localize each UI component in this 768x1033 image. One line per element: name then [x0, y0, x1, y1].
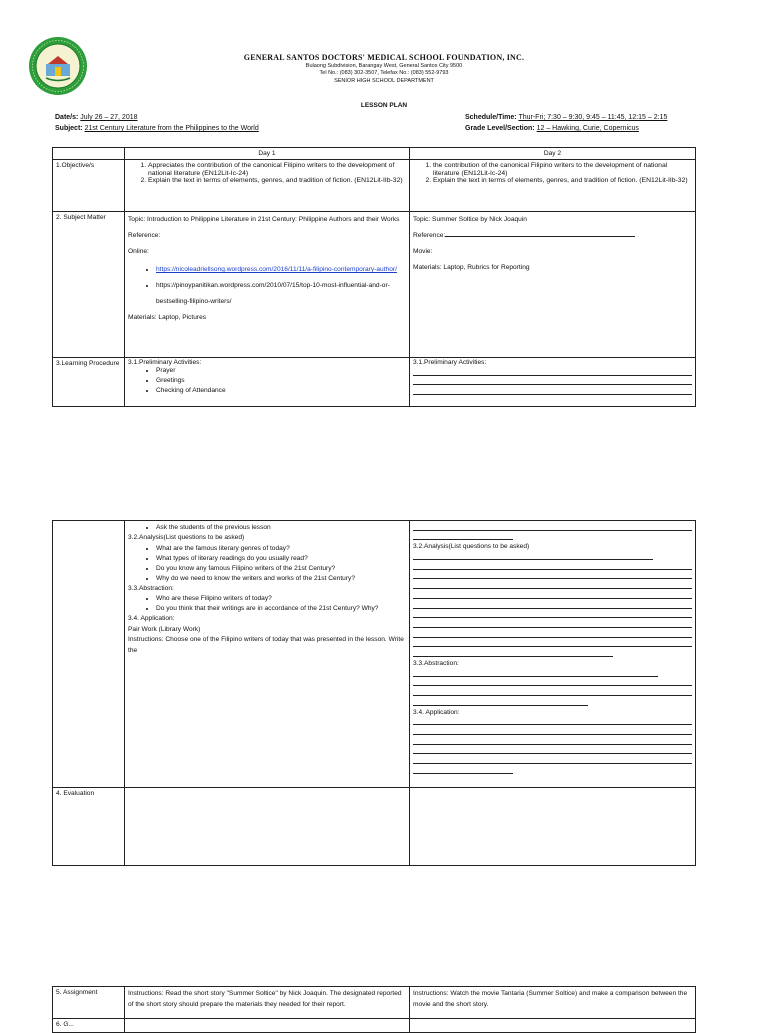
day2-prelim-lines: [413, 366, 692, 404]
lesson-table-page1: [52, 147, 696, 407]
pair-work: Pair Work (Library Work): [128, 625, 201, 633]
prelim-item-prayer: • Prayer: [156, 366, 406, 376]
subject-matter-label: 2. Subject Matter: [53, 212, 125, 358]
day1-reference: Reference:: [128, 232, 161, 239]
dates-value: July 26 – 27, 2018: [80, 114, 138, 121]
day2-analysis-title: 3.2.Analysis(List questions to be asked): [413, 543, 530, 551]
schedule-row: [465, 114, 667, 121]
grade-value: 12 – Hawking, Curie, Copernicus: [536, 125, 639, 132]
dates-label: Date/s:: [55, 114, 79, 121]
procedure-continued-row: [53, 521, 696, 788]
day2-application-title: 3.4. Application:: [413, 708, 460, 716]
document-title: LESSON PLAN: [360, 102, 408, 109]
day2-objectives: [410, 160, 696, 212]
learning-procedure-label: 3.Learning Procedure: [53, 358, 125, 407]
day1-online: Online:: [128, 248, 149, 255]
day2-abstraction-title: 3.3.Abstraction:: [413, 659, 459, 667]
day2-materials: Materials: Laptop, Rubrics for Reporting: [413, 264, 530, 271]
day2-header: Day 2: [410, 148, 696, 160]
day-header-row: [53, 148, 696, 160]
online-link-2[interactable]: https://pinoypanitikan.wordpress.com/2010/07/15/top-10-most-influential-and-or-bestselling-filipino-writers/: [156, 282, 390, 305]
day1-objective-2: 2. Explain the text in terms of elements, genres, and tradition of fiction. (EN12Lit-IIb-32): [148, 177, 406, 185]
grade-label: Grade Level/Section:: [465, 125, 535, 132]
day2-reference: Reference:: [413, 232, 446, 239]
online-link-1[interactable]: https://nicoleadriellsong.wordpress.com/2016/11/11/a-filipino-contemporary-author/: [156, 266, 397, 273]
empty-label-cell: [53, 521, 125, 788]
subject-row: [55, 125, 259, 132]
prelim-item-greetings: • Greetings: [156, 376, 406, 386]
next-section-label: 6. G...: [53, 1019, 125, 1033]
abstraction-q2: • Do you think that their writings are in accordance of the 21st Century? Why?: [156, 604, 406, 614]
analysis-q4: • Why do we need to know the writers and works of the 21st Century?: [156, 574, 406, 584]
lesson-table-page2: [52, 520, 696, 866]
prelim-item-attendance: • Checking of Attendance: [156, 386, 406, 396]
evaluation-label: 4. Evaluation: [53, 788, 125, 866]
schedule-label: Schedule/Time:: [465, 114, 517, 121]
school-telephone: Tel No.: (083) 302-3507, Telefax No.: (083) 552-9793: [319, 70, 449, 76]
day1-analysis-title: 3.2.Analysis(List questions to be asked): [128, 534, 245, 541]
schedule-value: Thur-Fri; 7:30 – 9:30, 9:45 – 11:45, 12:15 – 2:15: [518, 114, 668, 121]
day1-topic: Topic: Introduction to Philippine Literature in 21st Century: Philippine Authors and their Works: [128, 216, 400, 223]
empty-header-cell: [53, 148, 125, 160]
assignment-row: [53, 987, 696, 1019]
dates-row: [55, 114, 138, 121]
learning-procedure-row: [53, 358, 696, 407]
assignment-label: 5. Assignment: [53, 987, 125, 1019]
objectives-label: 1.Objective/s: [53, 160, 125, 212]
abstraction-q1: • Who are these Filipino writers of today?: [156, 594, 406, 604]
day1-prelim-title: 3.1.Preliminary Activities:: [128, 359, 202, 366]
evaluation-row: [53, 788, 696, 866]
day1-materials: Materials: Laptop, Pictures: [128, 314, 207, 321]
day2-subject-matter: [410, 212, 696, 358]
subject-value: 21st Century Literature from the Philippines to the World: [84, 125, 259, 132]
objectives-row: [53, 160, 696, 212]
day1-header: Day 1: [125, 148, 410, 160]
day1-evaluation: [125, 788, 410, 866]
day1-assignment: Instructions: Read the short story "Summer Soltice" by Nick Joaquin. The designated reported of the short story should prepare the materials they needed for their report.: [125, 987, 410, 1019]
day1-objective-1: 1. Appreciates the contribution of the canonical Filipino writers to the development of national literature (EN12Lit-Ic-24): [148, 162, 406, 177]
subject-label: Subject:: [55, 125, 83, 132]
day2-topic: Topic: Summer Soltice by Nick Joaquin: [413, 216, 527, 223]
day2-movie: Movie:: [413, 248, 433, 255]
day1-application-instructions: Instructions: Choose one of the Filipino writers of today that was presented in the lesson. Write the: [128, 636, 404, 654]
previous-lesson-item: • Ask the students of the previous lesson: [156, 523, 406, 533]
department-name: SENIOR HIGH SCHOOL DEPARTMENT: [334, 78, 434, 84]
school-name: GENERAL SANTOS DOCTORS' MEDICAL SCHOOL FOUNDATION, INC.: [243, 53, 525, 62]
analysis-q2: • What types of literary readings do you usually read?: [156, 554, 406, 564]
analysis-q1: • What are the famous literary genres of today?: [156, 544, 406, 554]
day2-prelim-title: 3.1.Preliminary Activities:: [413, 359, 487, 366]
next-row: [53, 1019, 696, 1033]
day1-procedure-continued: [125, 521, 410, 788]
day2-assignment: Instructions: Watch the movie Tantaria (Summer Soltice) and make a comparison between the movie and the short story.: [410, 987, 696, 1019]
day2-evaluation: [410, 788, 696, 866]
grade-row: [465, 125, 639, 132]
day2-objective-2: 2. Explain the text in terms of elements, genres, and tradition of fiction. (EN12Lit-IIb-32): [433, 177, 692, 185]
reference-blank: [445, 236, 635, 237]
subject-matter-row: [53, 212, 696, 358]
day2-procedure-continued: [410, 521, 696, 788]
day2-preliminary: [410, 358, 696, 407]
analysis-q3: • Do you know any famous Filipino writers of the 21st Century?: [156, 564, 406, 574]
lesson-table-page3: [52, 986, 696, 1033]
day1-objectives: [125, 160, 410, 212]
day2-objective-1: 1. the contribution of the canonical Filipino writers to the development of national literature (EN12Lit-Ic-24): [433, 162, 692, 177]
day1-application-title: 3.4. Application:: [128, 615, 175, 622]
day1-preliminary: [125, 358, 410, 407]
school-address: Bulaong Subdivision, Barangay West, General Santos City 9500: [305, 63, 463, 69]
day1-abstraction-title: 3.3.Abstraction:: [128, 584, 174, 592]
day1-subject-matter: [125, 212, 410, 358]
